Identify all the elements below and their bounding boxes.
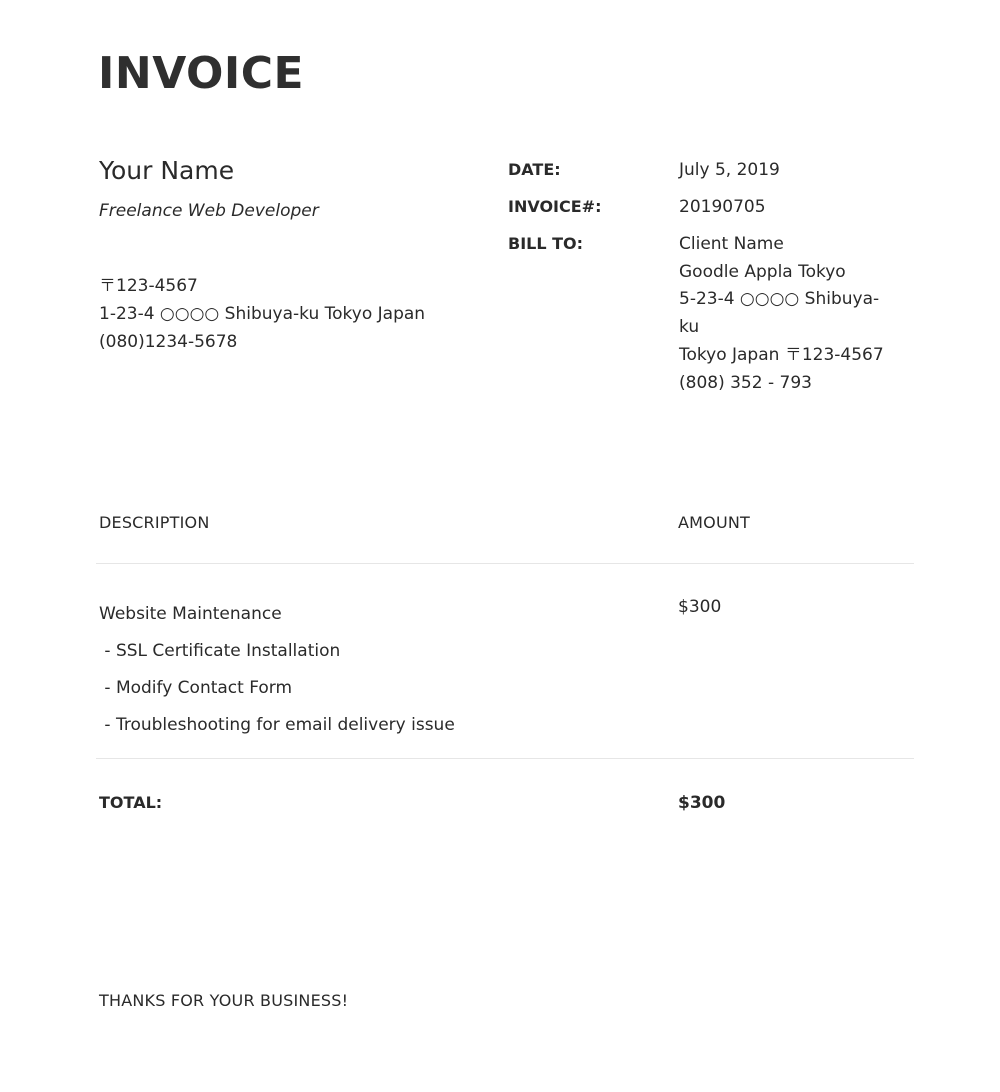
line-item-text: - Modify Contact Form: [99, 678, 293, 698]
line-item-text: - SSL Certificate Installation: [99, 641, 341, 661]
bill-to-line: 5-23-4 ○○○○ Shibuya-: [679, 289, 880, 310]
line-item-text: - Troubleshooting for email delivery issue: [99, 715, 455, 735]
sender-role: Freelance Web Developer: [99, 201, 319, 221]
date-value: July 5, 2019: [679, 160, 780, 180]
thanks-message: THANKS FOR YOUR BUSINESS!: [99, 991, 349, 1010]
date-label: DATE:: [508, 160, 561, 179]
total-label: TOTAL:: [99, 793, 163, 812]
invoice-title: INVOICE: [98, 48, 305, 99]
sender-address-block: [99, 272, 425, 356]
sender-postal-code: 〒123-4567: [99, 276, 198, 296]
invoice-number-value: 20190705: [679, 197, 766, 217]
amount-column-header: AMOUNT: [678, 513, 750, 532]
header-divider: [96, 563, 914, 564]
line-item-description: [99, 596, 455, 744]
bill-to-line: (808) 352 - 793: [679, 372, 812, 393]
sender-phone: (080)1234-5678: [99, 332, 238, 352]
bill-to-address: [679, 231, 909, 397]
bill-to-label: BILL TO:: [508, 234, 584, 253]
invoice-number-label: INVOICE#:: [508, 197, 602, 216]
bill-to-line: ku: [679, 317, 700, 338]
bill-to-line: Goodle Appla Tokyo: [679, 261, 846, 282]
sender-street-address: 1-23-4 ○○○○ Shibuya-ku Tokyo Japan: [99, 304, 426, 324]
description-column-header: DESCRIPTION: [99, 513, 210, 532]
sender-name: Your Name: [99, 156, 235, 185]
bill-to-line: Tokyo Japan 〒123-4567: [679, 344, 884, 365]
bill-to-line: Client Name: [679, 234, 784, 254]
line-item-text: Website Maintenance: [99, 604, 282, 624]
items-divider: [96, 758, 914, 759]
line-item-amount: $300: [678, 597, 722, 617]
total-amount: $300: [678, 793, 726, 813]
